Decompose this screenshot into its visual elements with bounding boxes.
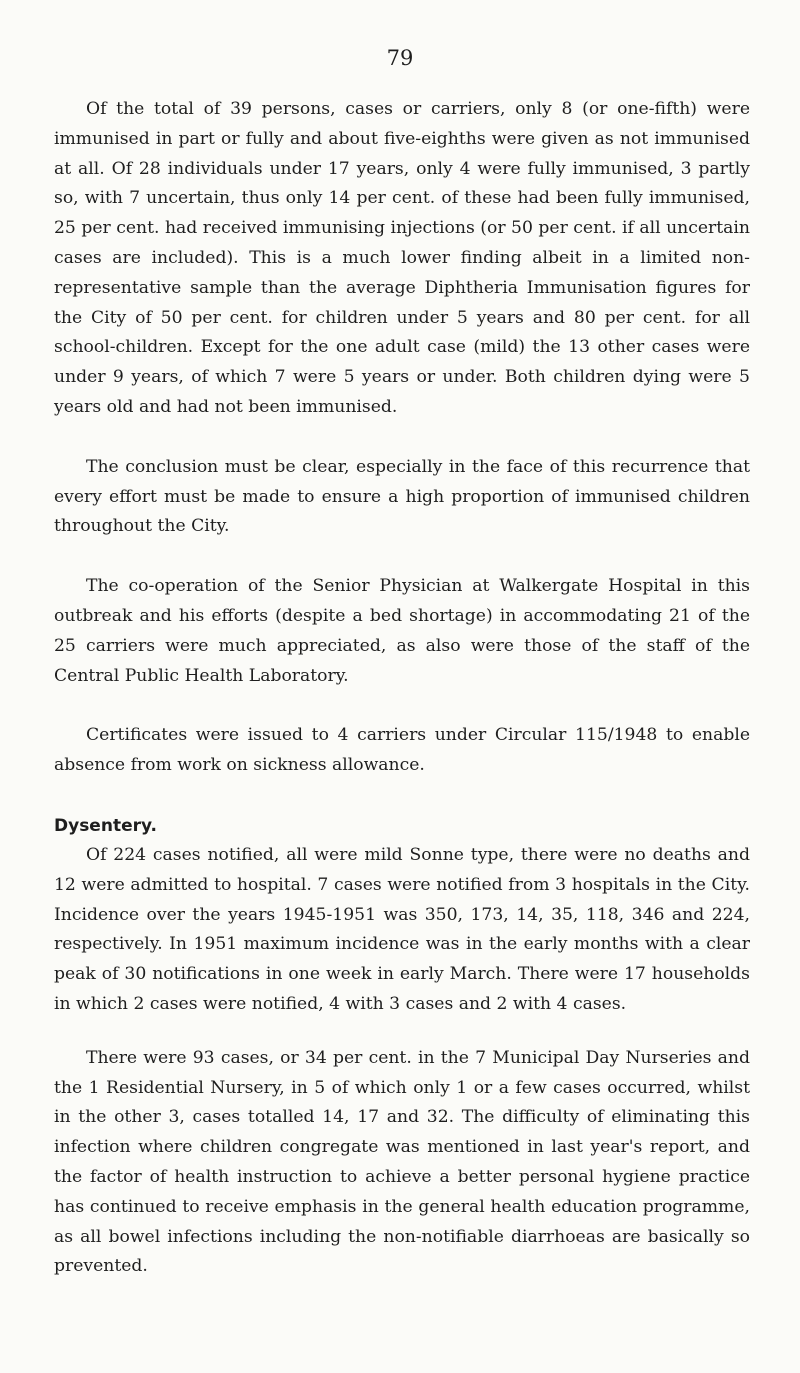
paragraph-dysentery-cases: Of 224 cases notified, all were mild Sonne type, there were no deaths and 12 were admitted to hospital. 7 cases were notified from 3 hospitals in the City. Incidence over the years 1945-1951 was 350, 173, 14, 35, 118, 346 and 224, respectively. In 1951 maximum incidence was in the early months with a clear peak of 30 notifications in one week in early March. There were 17 households in which 2 cases were notified, 4 with 3 cases and 2 with 4 cases.: [54, 844, 750, 1014]
section-heading-dysentery: Dysentery.: [54, 815, 157, 836]
page-number: 79: [386, 46, 414, 70]
paragraph-cooperation: The co-operation of the Senior Physician at Walkergate Hospital in this outbreak and his efforts (despite a bed shortage) in accommodating 21 of the 25 carriers were much appreciated, as also were those of the staff of the Central Public Health Laboratory.: [54, 576, 750, 686]
paragraph-dysentery-nurseries: There were 93 cases, or 34 per cent. in the 7 Municipal Day Nurseries and the 1 Residential Nursery, in 5 of which only 1 or a few cases occurred, whilst in the other 3, cases totalled 14, 17 and 32. The difficulty of eliminating this infection where children congregate was mentioned in last year's report, and the factor of health instruction to achieve a better personal hygiene practice has continued to receive emphasis in the general health education programme, as all bowel infections including the non-notifiable diarrhoeas are basically so prevented.: [54, 1047, 750, 1277]
paragraph-certificates: Certificates were issued to 4 carriers under Circular 115/1948 to enable absence from work on sickness allowance.: [54, 725, 750, 776]
paragraph-immunisation-findings: Of the total of 39 persons, cases or carriers, only 8 (or one-fifth) were immunised in part or fully and about five-eighths were given as not immunised at all. Of 28 individuals under 17 years, only 4 were fully immunised, 3 partly so, with 7 uncertain, thus only 14 per cent. of these had been fully immunised, 25 per cent. had received immunising injections (or 50 per cent. if all uncertain cases are included). This is a much lower finding albeit in a limited non-representative sample than the average Diphtheria Immunisation figures for the City of 50 per cent. for children under 5 years and 80 per cent. for all school-children. Except for the one adult case (mild) the 13 other cases were under 9 years, of which 7 were 5 years or under. Both children dying were 5 years old and had not been immunised.: [54, 99, 750, 417]
paragraph-conclusion: The conclusion must be clear, especially in the face of this recurrence that every effort must be made to ensure a high proportion of immunised children throughout the City.: [54, 456, 750, 537]
document-body: [54, 95, 750, 1282]
